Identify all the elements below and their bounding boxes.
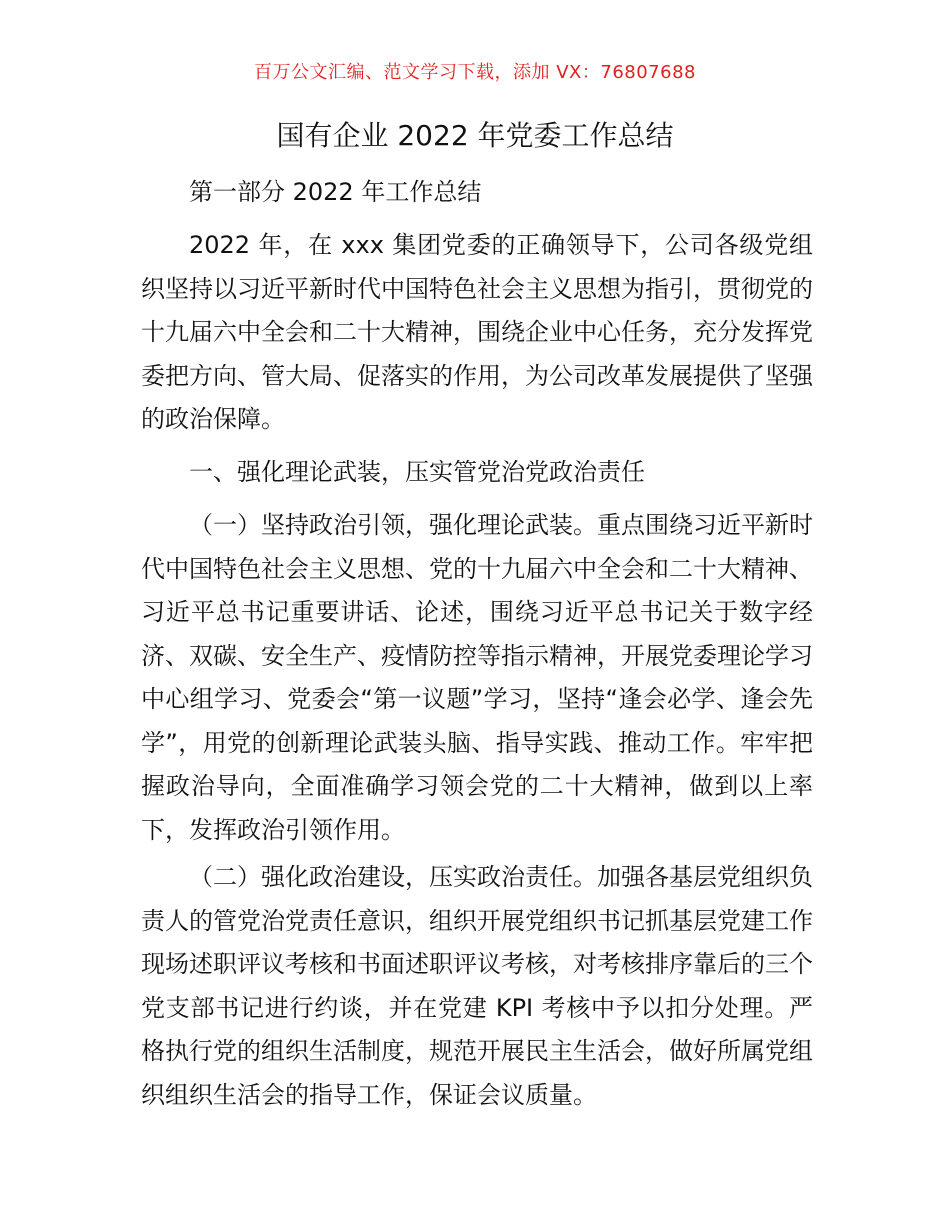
paragraph-1: （一）坚持政治引领，强化理论武装。重点围绕习近平新时代中国特色社会主义思想、党的十九届六中全会和二十大精神、习近平总书记重要讲话、论述，围绕习近平总书记关于数字经济、双碳、安全生产、疫情防控等指示精神，开展党委理论学习中心组学习、党委会“第一议题”学习，坚持“逢会必学、逢会先学”，用党的创新理论武装头脑、指导实践、推动工作。牢牢把握政治导向，全面准确学习领会党的二十大精神，做到以上率下，发挥政治引领作用。 [141, 511, 813, 844]
intro-paragraph: 2022 年，在 xxx 集团党委的正确领导下，公司各级党组织坚持以习近平新时代中国特色社会主义思想为指引，贯彻党的十九届六中全会和二十大精神，围绕企业中心任务，充分发挥党委把方向、管大局、促落实的作用，为公司改革发展提供了坚强的政治保障。 [141, 231, 813, 433]
section-heading-1: 一、强化理论武装，压实管党治党政治责任 [189, 458, 645, 486]
part-heading: 第一部分 2022 年工作总结 [189, 178, 482, 206]
paragraph-2: （二）强化政治建设，压实政治责任。加强各基层党组织负责人的管党治党责任意识，组织开展党组织书记抓基层党建工作现场述职评议考核和书面述职评议考核，对考核排序靠后的三个党支部书记进行约谈，并在党建 KPI 考核中予以扣分处理。严格执行党的组织生活制度，规范开展民主生活会，做好所属党组织组织生活会的指导工作，保证会议质量。 [141, 863, 813, 1109]
document-title: 国有企业 2022 年党委工作总结 [276, 119, 674, 152]
watermark-header: 百万公文汇编、范文学习下载，添加 VX：76807688 [254, 62, 696, 83]
